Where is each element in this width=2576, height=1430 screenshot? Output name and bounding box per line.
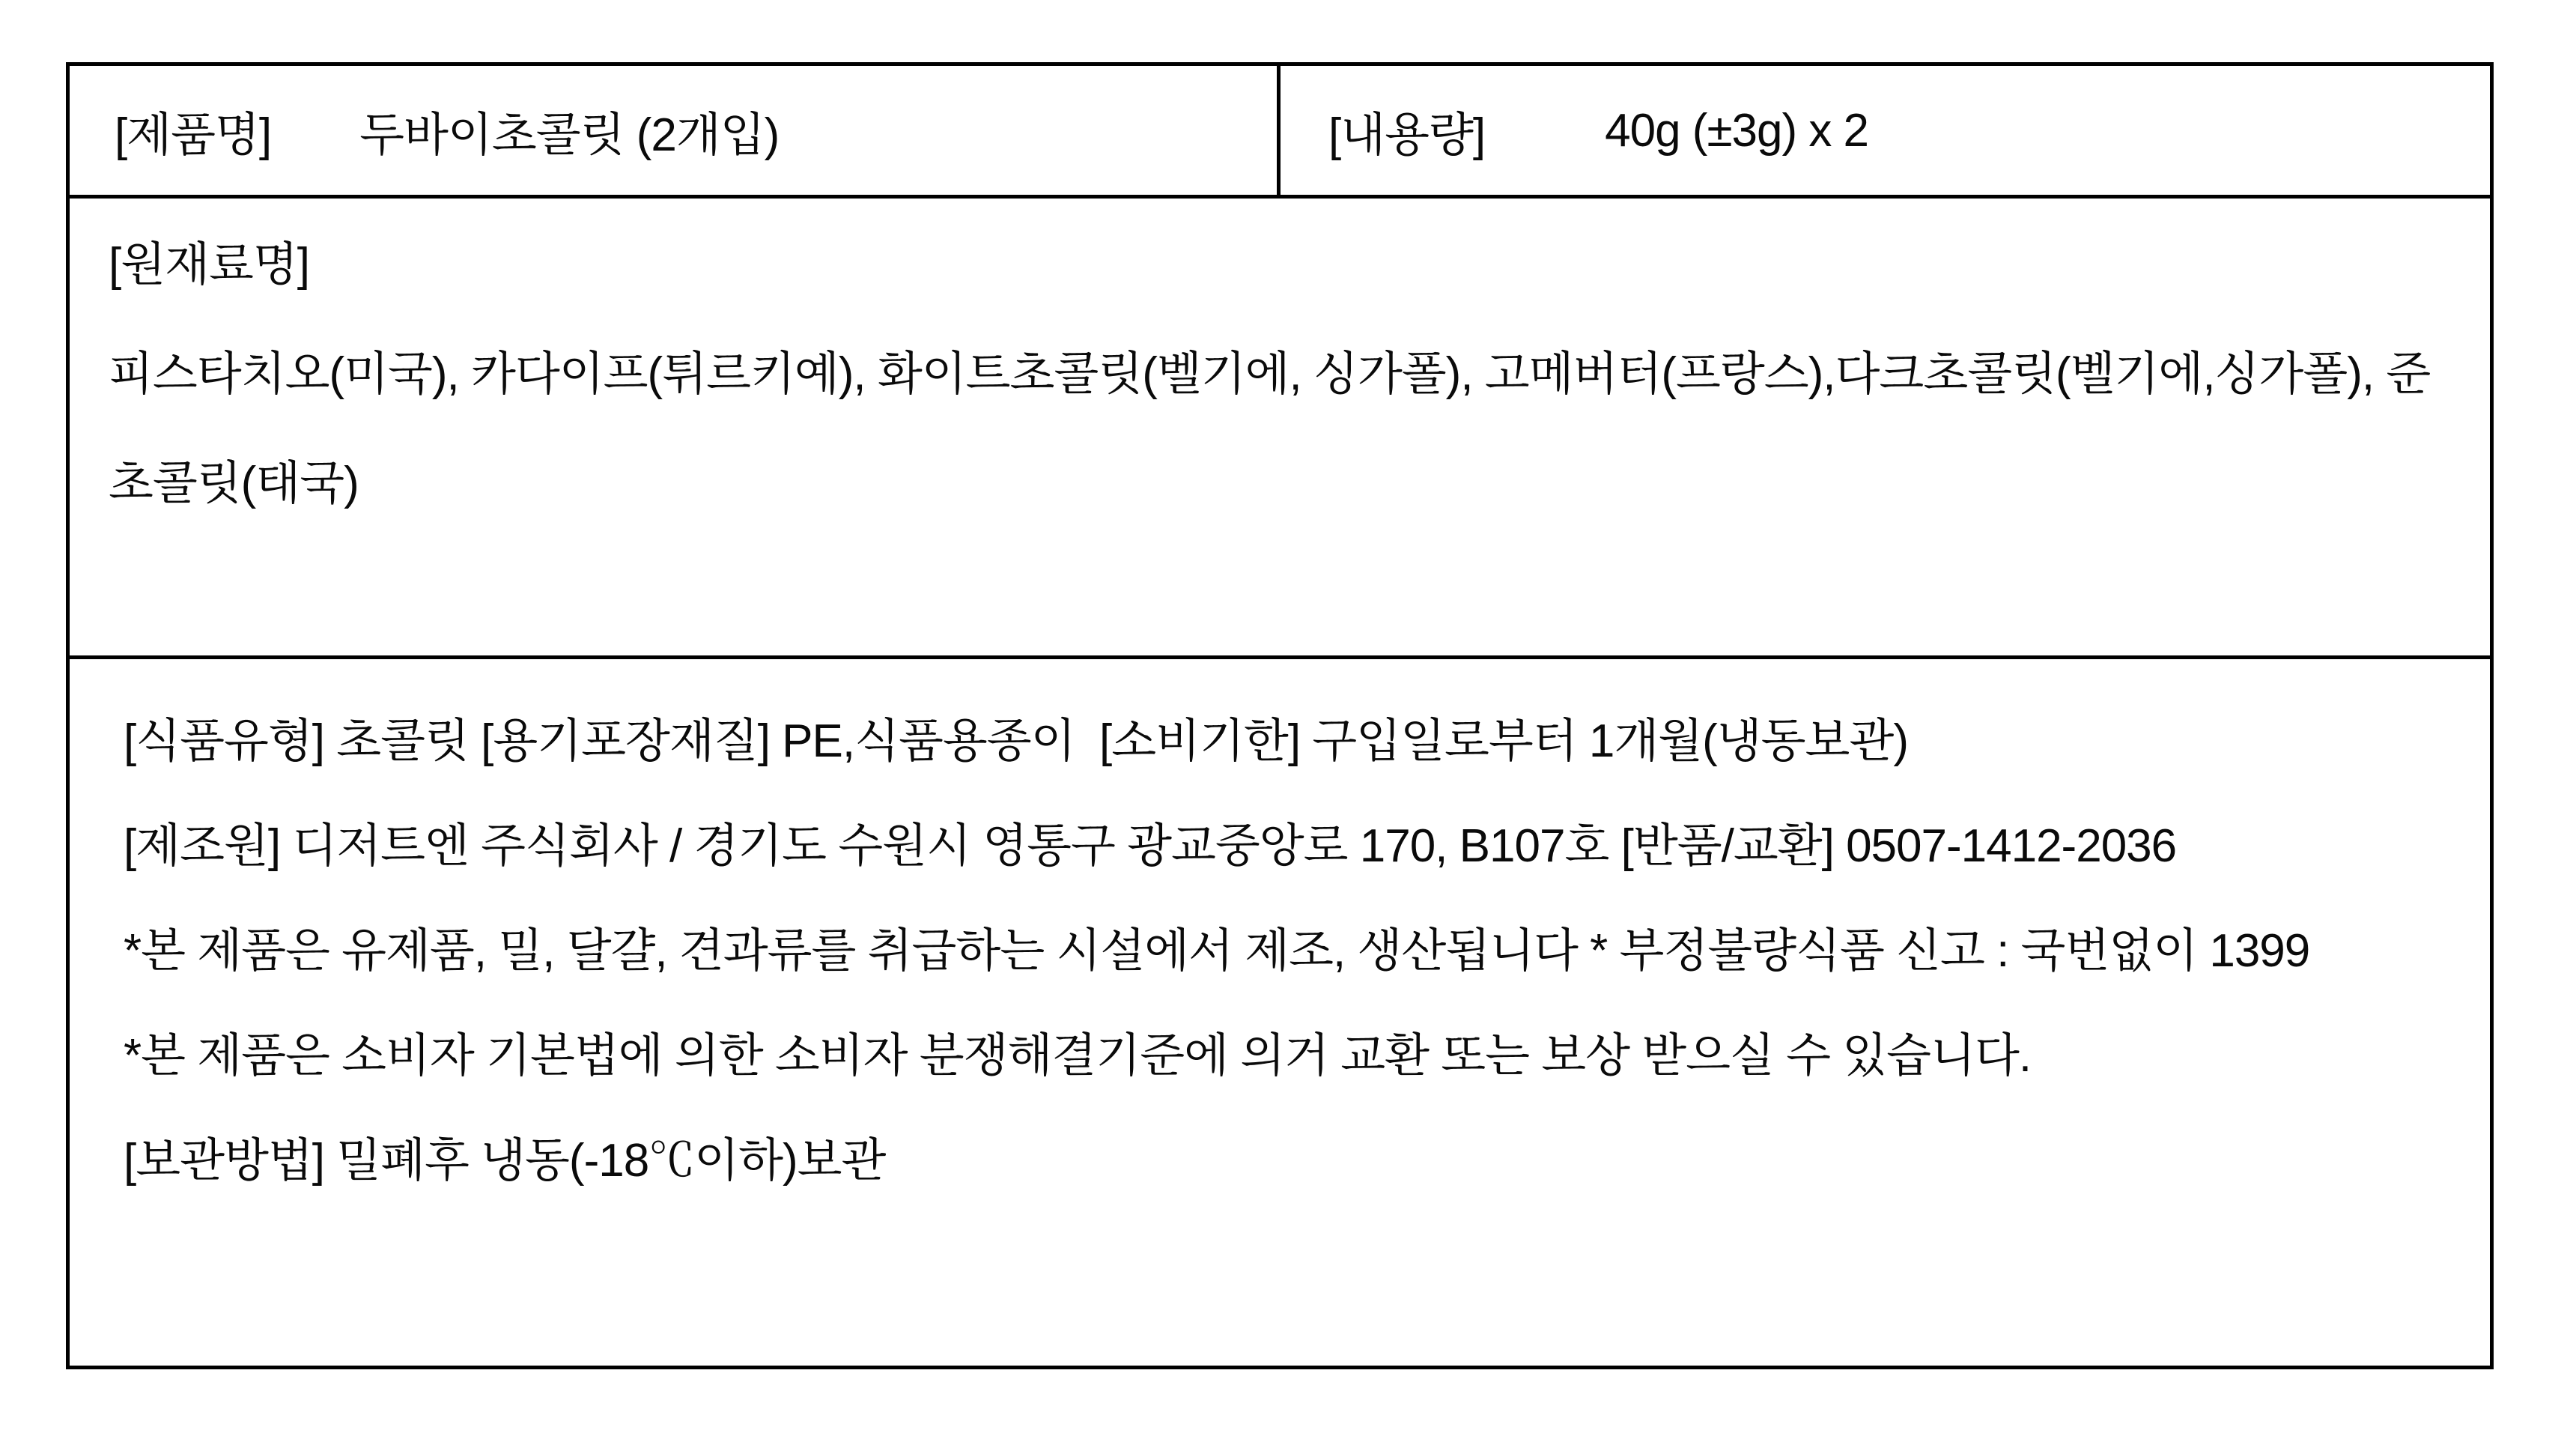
ingredients-section [70,199,2490,659]
detail-line-food-type-packaging-expiry: [식품유형] 초콜릿 [용기포장재질] PE,식품용종이 [소비기한] 구입일로부터 1개월(냉동보관) [124,715,1908,767]
detail-line-consumer-compensation-notice: *본 제품은 소비자 기본법에 의한 소비자 분쟁해결기준에 의거 교환 또는 보상 받으실 수 있습니다. [124,1030,2032,1082]
details-section [70,659,2490,1366]
net-weight-value: 40g (±3g) x 2 [1605,104,1869,157]
product-name-cell [70,66,1281,195]
net-weight-label: [내용량] [1328,109,1486,161]
net-weight-cell [1281,66,2490,195]
ingredients-heading: [원재료명] [109,239,310,291]
product-name-label: [제품명] [115,109,272,161]
ingredients-text: 피스타치오(미국), 카다이프(튀르키예), 화이트초콜릿(벨기에, 싱가폴), 고메버터(프랑스),다크초콜릿(벨기에,싱가폴), 준초콜릿(태국) [109,348,2431,509]
product-name-value: 두바이초콜릿 (2개입) [359,109,780,161]
product-label-table [66,62,2494,1369]
detail-line-allergen-report-notice: *본 제품은 유제품, 밀, 달걀, 견과류를 취급하는 시설에서 제조, 생산됩니다 * 부정불량식품 신고 : 국번없이 1399 [124,925,2310,977]
detail-line-storage-method: [보관방법] 밀폐후 냉동(-18℃이하)보관 [124,1135,886,1187]
header-row [70,66,2490,199]
detail-line-manufacturer-contact: [제조원] 디저트엔 주식회사 / 경기도 수원시 영통구 광교중앙로 170, B107호 [반품/교환] 0507-1412-2036 [124,820,2177,872]
